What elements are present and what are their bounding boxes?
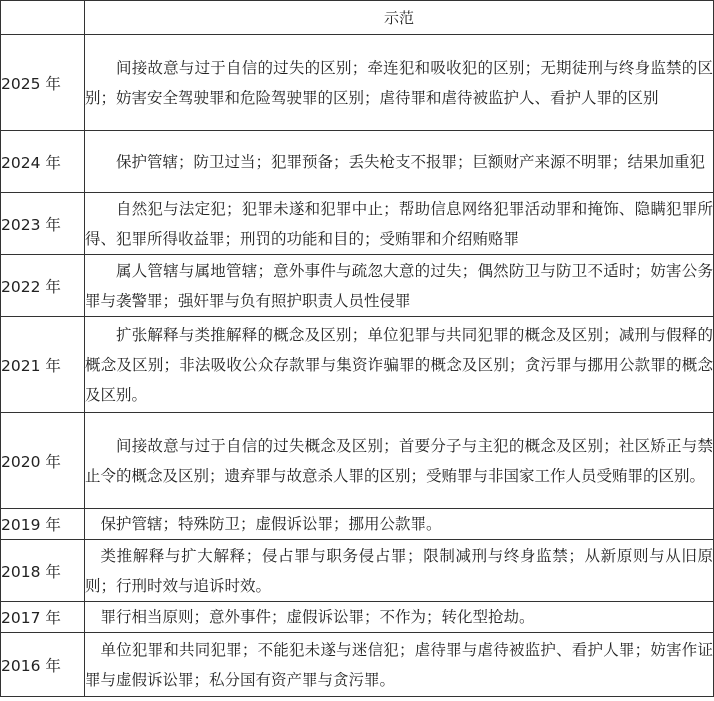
topics-text: 属人管辖与属地管辖；意外事件与疏忽大意的过失；偶然防卫与防卫不适时；妨害公务罪与袭警罪；强奸罪与负有照护职责人员性侵罪 <box>85 261 713 310</box>
table-row <box>1 193 714 255</box>
year-cell: 2018 年 <box>1 540 85 602</box>
year-cell: 2021 年 <box>1 317 85 413</box>
table-row <box>1 509 714 540</box>
topics-cell <box>85 35 714 131</box>
topics-text: 单位犯罪和共同犯罪；不能犯未遂与迷信犯；虐待罪与虐待被监护、看护人罪；妨害作证罪与虚假诉讼罪；私分国有资产罪与贪污罪。 <box>85 640 713 689</box>
topics-text: 扩张解释与类推解释的概念及区别；单位犯罪与共同犯罪的概念及区别；减刑与假释的概念及区别；非法吸收公众存款罪与集资诈骗罪的概念及区别；贪污罪与挪用公款罪的概念及区别。 <box>85 325 713 404</box>
topics-cell <box>85 317 714 413</box>
year-cell: 2017 年 <box>1 602 85 633</box>
table-row <box>1 317 714 413</box>
year-cell: 2025 年 <box>1 35 85 131</box>
topics-text: 保护管辖；特殊防卫；虚假诉讼罪；挪用公款罪。 <box>100 515 442 533</box>
year-cell: 2024 年 <box>1 131 85 193</box>
topics-cell <box>85 131 714 193</box>
topics-cell <box>85 509 714 540</box>
table-body <box>1 35 714 697</box>
topics-text: 自然犯与法定犯；犯罪未遂和犯罪中止；帮助信息网络犯罪活动罪和掩饰、隐瞒犯罪所得、犯罪所得收益罪；刑罚的功能和目的；受贿罪和介绍贿赂罪 <box>85 199 713 248</box>
table-header-row <box>1 1 714 35</box>
table-row <box>1 633 714 697</box>
header-topic-cell: 示范 <box>85 1 714 35</box>
topics-cell <box>85 255 714 317</box>
table-row <box>1 131 714 193</box>
header-corner-cell <box>1 1 85 35</box>
table-row <box>1 413 714 509</box>
topics-text: 间接故意与过于自信的过失概念及区别；首要分子与主犯的概念及区别；社区矫正与禁止令的概念及区别；遗弃罪与故意杀人罪的区别；受贿罪与非国家工作人员受贿罪的区别。 <box>85 436 713 485</box>
year-cell: 2022 年 <box>1 255 85 317</box>
topics-text: 保护管辖；防卫过当；犯罪预备；丢失枪支不报罪；巨额财产来源不明罪；结果加重犯 <box>116 152 706 171</box>
topics-cell <box>85 540 714 602</box>
topics-cell <box>85 633 714 697</box>
year-cell: 2023 年 <box>1 193 85 255</box>
table-row <box>1 255 714 317</box>
year-cell: 2016 年 <box>1 633 85 697</box>
topics-text: 罪行相当原则；意外事件；虚假诉讼罪；不作为；转化型抢劫。 <box>100 608 535 626</box>
year-cell: 2020 年 <box>1 413 85 509</box>
topics-text: 类推解释与扩大解释；侵占罪与职务侵占罪；限制减刑与终身监禁；从新原则与从旧原则；行刑时效与追诉时效。 <box>85 546 713 595</box>
topics-cell <box>85 602 714 633</box>
table-row <box>1 602 714 633</box>
topics-text: 间接故意与过于自信的过失的区别；牵连犯和吸收犯的区别；无期徒刑与终身监禁的区别；妨害安全驾驶罪和危险驾驶罪的区别；虐待罪和虐待被监护人、看护人罪的区别 <box>85 58 713 107</box>
topics-cell <box>85 193 714 255</box>
year-cell: 2019 年 <box>1 509 85 540</box>
table-row <box>1 540 714 602</box>
table-row <box>1 35 714 131</box>
topics-cell <box>85 413 714 509</box>
